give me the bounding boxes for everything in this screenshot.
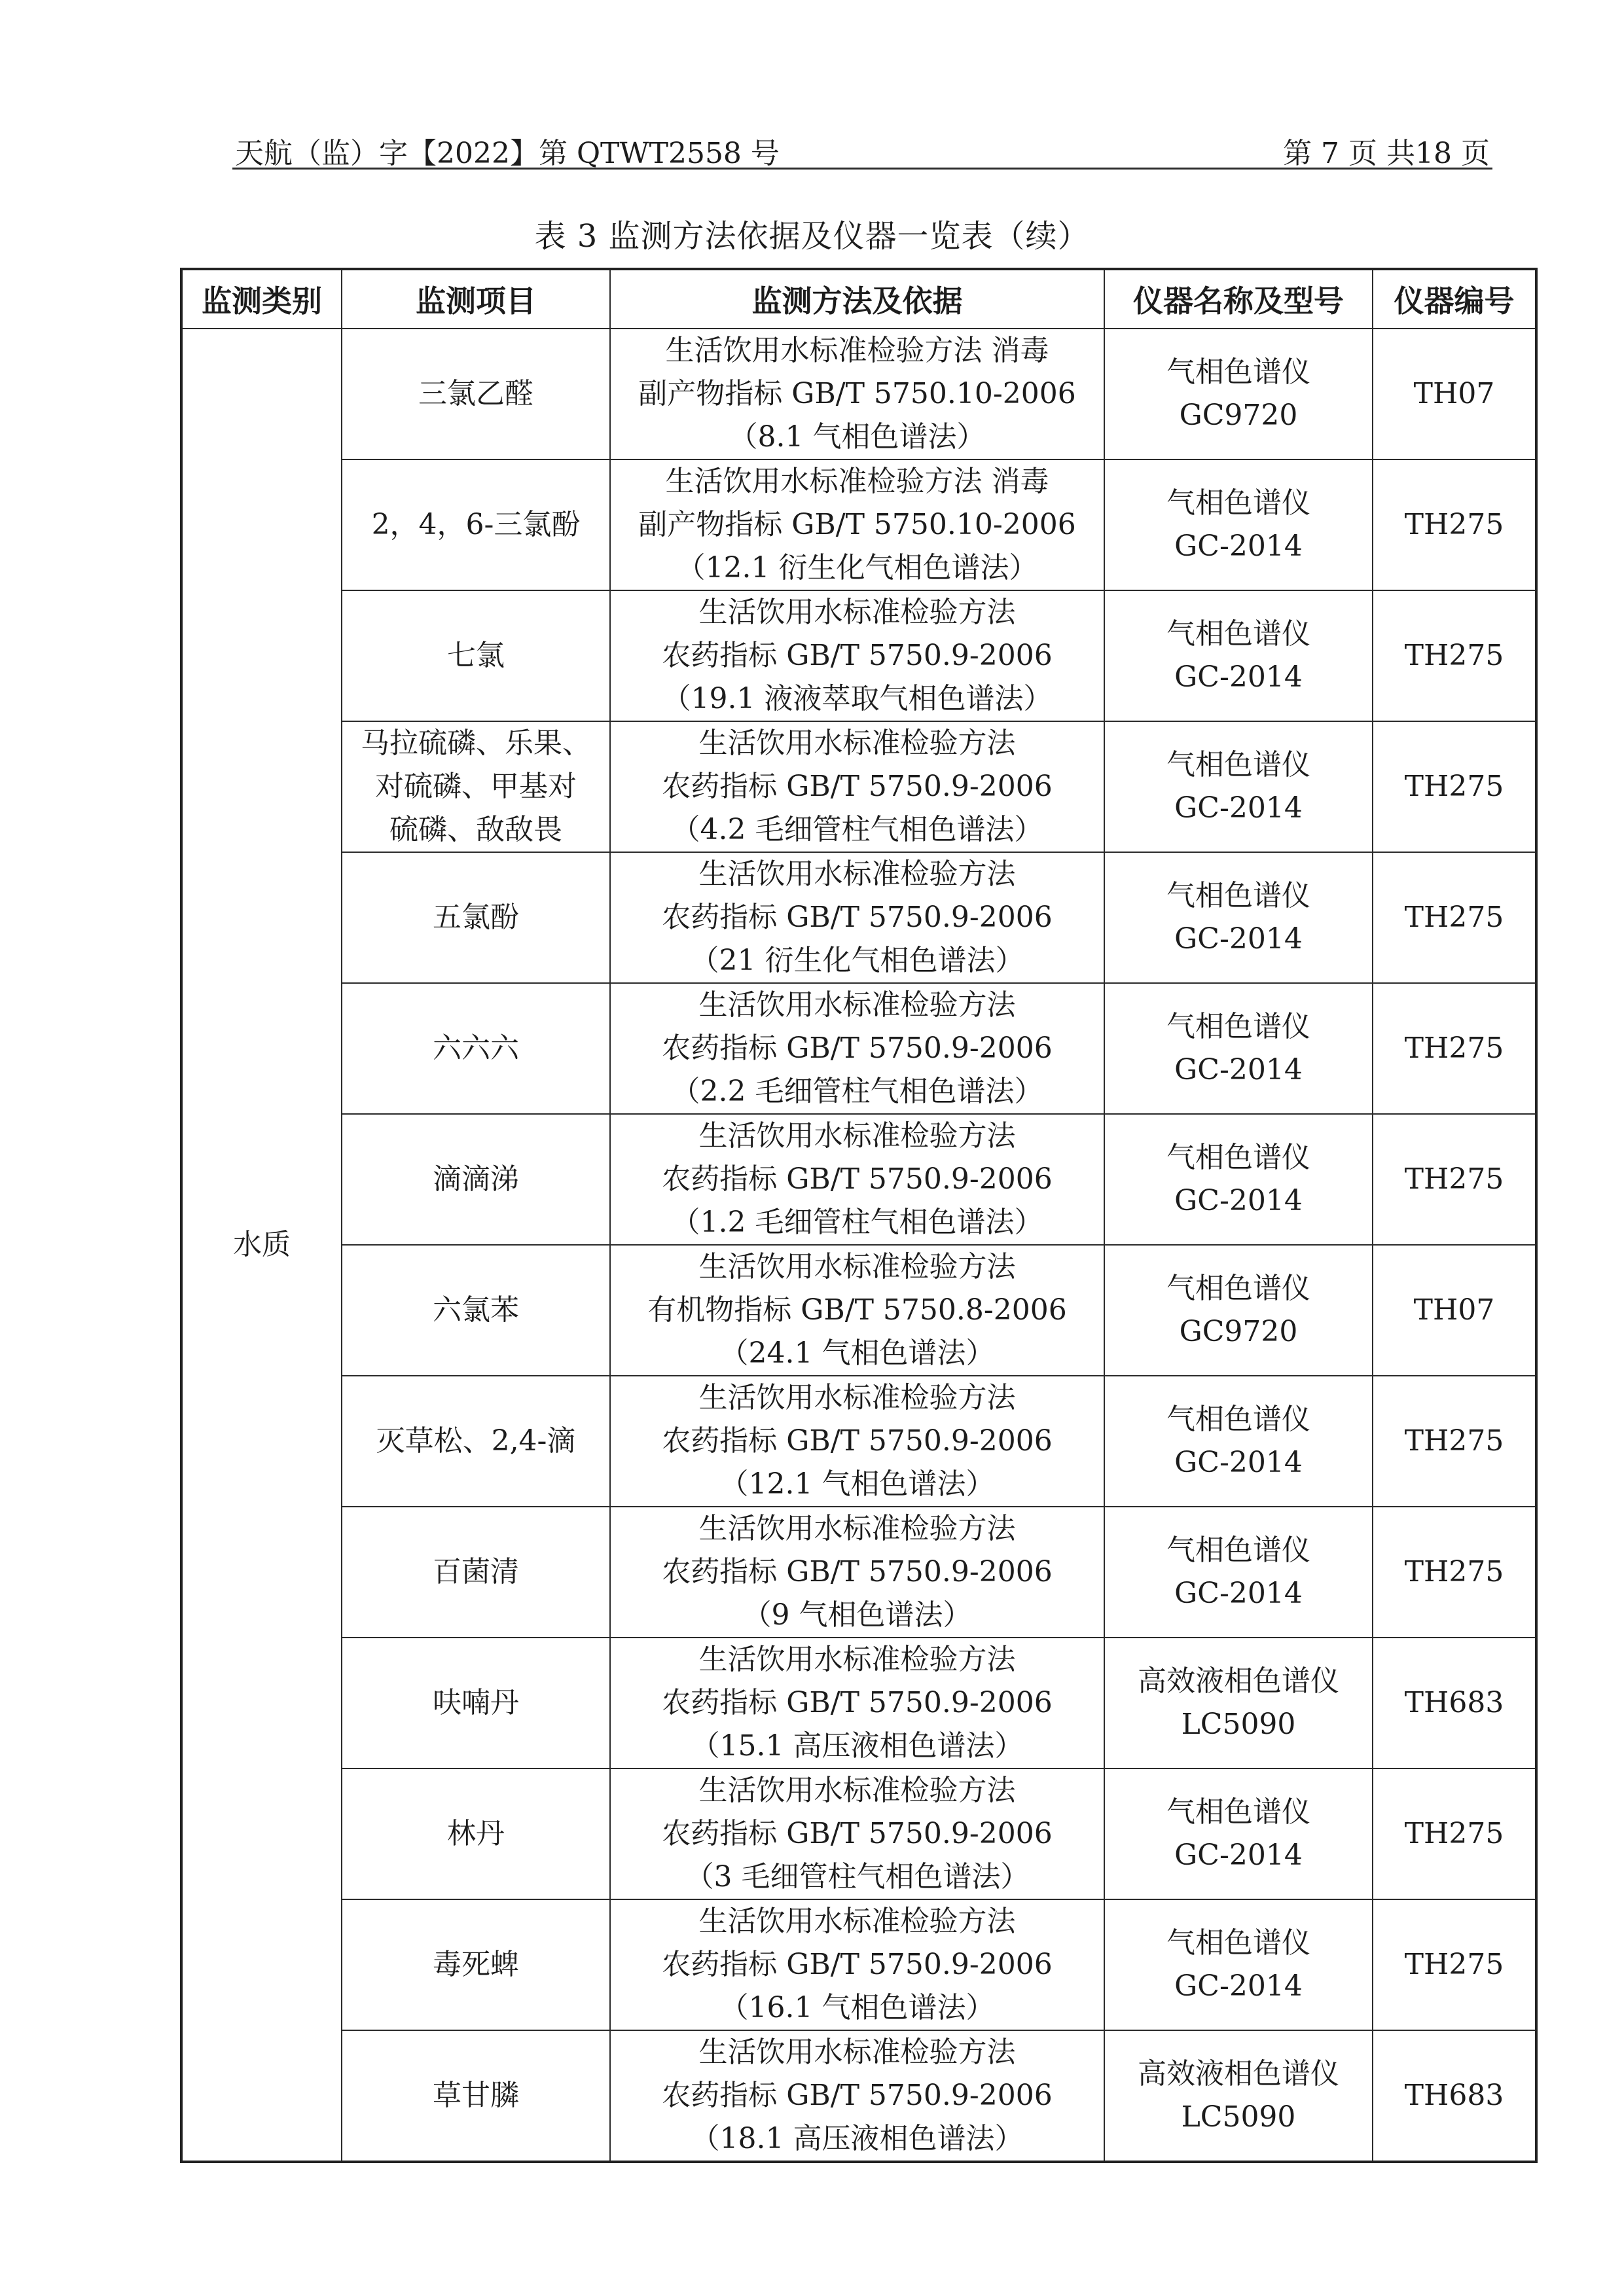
- method-cell: [610, 852, 1104, 983]
- table-row: [181, 1768, 1536, 1899]
- cell-line: GC-2014: [1174, 1577, 1303, 1610]
- cell-line: GC-2014: [1174, 660, 1303, 694]
- cell-line: 气相色谱仪: [1166, 1926, 1310, 1960]
- instrument-cell: [1104, 1245, 1373, 1376]
- table-body: [181, 329, 1536, 2162]
- cell-line: 草甘膦: [433, 2079, 519, 2112]
- item-cell: [342, 721, 610, 852]
- header-divider: [232, 168, 1492, 170]
- cell-line: 生活饮用水标准检验方法: [698, 1905, 1016, 1938]
- instrument-cell: [1104, 1899, 1373, 2030]
- cell-line: 农药指标 GB/T 5750.9-2006: [662, 1555, 1053, 1588]
- table-row: [181, 852, 1536, 983]
- instrument-cell: [1104, 1114, 1373, 1245]
- instrument-code-cell: TH683: [1373, 2030, 1536, 2162]
- category-cell: 水质: [181, 329, 342, 2162]
- cell-line: 林丹: [447, 1817, 505, 1850]
- cell-line: 六氯苯: [433, 1293, 519, 1327]
- column-header-item: 监测项目: [342, 269, 610, 329]
- method-cell: [610, 1376, 1104, 1507]
- method-cell: [610, 590, 1104, 721]
- table-row: [181, 1376, 1536, 1507]
- cell-line: （4.2 毛细管柱气相色谱法）: [671, 813, 1043, 846]
- cell-line: （15.1 高压液相色谱法）: [691, 1729, 1024, 1763]
- instrument-cell: [1104, 329, 1373, 459]
- cell-line: GC-2014: [1174, 922, 1303, 956]
- cell-line: 有机物指标 GB/T 5750.8-2006: [647, 1293, 1067, 1327]
- table-row: [181, 1114, 1536, 1245]
- cell-line: LC5090: [1181, 2100, 1296, 2134]
- table-caption: 表 3 监测方法依据及仪器一览表（续）: [534, 218, 1090, 255]
- method-cell: [610, 721, 1104, 852]
- instrument-code-cell: TH275: [1373, 1507, 1536, 1638]
- cell-line: （18.1 高压液相色谱法）: [691, 2122, 1024, 2155]
- cell-line: 七氯: [447, 639, 505, 672]
- table-row: [181, 1507, 1536, 1638]
- item-cell: [342, 1114, 610, 1245]
- instrument-cell: [1104, 983, 1373, 1114]
- cell-line: 六六六: [433, 1031, 519, 1065]
- cell-line: （3 毛细管柱气相色谱法）: [685, 1860, 1030, 1893]
- cell-line: （21 衍生化气相色谱法）: [690, 944, 1024, 977]
- cell-line: GC-2014: [1174, 791, 1303, 825]
- cell-line: （24.1 气相色谱法）: [719, 1336, 995, 1370]
- table-header-row: [181, 269, 1536, 329]
- cell-line: 生活饮用水标准检验方法 消毒: [665, 465, 1049, 498]
- cell-line: 马拉硫磷、乐果、: [361, 726, 591, 760]
- cell-line: 气相色谱仪: [1166, 748, 1310, 781]
- item-cell: [342, 1245, 610, 1376]
- cell-line: （1.2 毛细管柱气相色谱法）: [671, 1206, 1043, 1239]
- cell-line: （19.1 液液萃取气相色谱法）: [662, 682, 1053, 715]
- table-row: [181, 459, 1536, 590]
- column-header-method: 监测方法及依据: [610, 269, 1104, 329]
- table-row: [181, 1638, 1536, 1768]
- method-cell: [610, 459, 1104, 590]
- cell-line: GC-2014: [1174, 1969, 1303, 2003]
- cell-line: 生活饮用水标准检验方法: [698, 1643, 1016, 1676]
- instrument-code-cell: TH275: [1373, 459, 1536, 590]
- page-number: 第 7 页 共18 页: [1283, 137, 1490, 170]
- page-header: [232, 126, 1492, 169]
- column-header-category: 监测类别: [181, 269, 342, 329]
- cell-line: 农药指标 GB/T 5750.9-2006: [662, 639, 1053, 672]
- cell-line: （12.1 衍生化气相色谱法）: [676, 551, 1038, 584]
- cell-line: 气相色谱仪: [1166, 486, 1310, 520]
- cell-line: 生活饮用水标准检验方法: [698, 1381, 1016, 1414]
- item-cell: [342, 329, 610, 459]
- cell-line: 高效液相色谱仪: [1138, 1664, 1339, 1698]
- cell-line: 硫磷、敌敌畏: [389, 813, 562, 846]
- item-cell: [342, 590, 610, 721]
- method-cell: [610, 1114, 1104, 1245]
- instrument-code-cell: TH275: [1373, 1899, 1536, 2030]
- table-row: [181, 983, 1536, 1114]
- cell-line: （9 气相色谱法）: [742, 1598, 972, 1632]
- instrument-code-cell: TH275: [1373, 721, 1536, 852]
- cell-line: 农药指标 GB/T 5750.9-2006: [662, 1948, 1053, 1981]
- cell-line: GC9720: [1179, 399, 1298, 432]
- method-cell: [610, 2030, 1104, 2162]
- instrument-code-cell: TH275: [1373, 852, 1536, 983]
- cell-line: 生活饮用水标准检验方法: [698, 988, 1016, 1022]
- monitoring-methods-table: [180, 268, 1538, 2163]
- cell-line: 农药指标 GB/T 5750.9-2006: [662, 901, 1053, 934]
- cell-line: 生活饮用水标准检验方法: [698, 726, 1016, 760]
- cell-line: 气相色谱仪: [1166, 1272, 1310, 1305]
- method-cell: [610, 1507, 1104, 1638]
- method-cell: [610, 983, 1104, 1114]
- cell-line: 气相色谱仪: [1166, 355, 1310, 389]
- cell-line: 农药指标 GB/T 5750.9-2006: [662, 1424, 1053, 1458]
- item-cell: [342, 1507, 610, 1638]
- method-cell: [610, 1638, 1104, 1768]
- instrument-code-cell: TH275: [1373, 590, 1536, 721]
- item-cell: [342, 1899, 610, 2030]
- table-row: [181, 721, 1536, 852]
- cell-line: 呋喃丹: [433, 1686, 519, 1719]
- cell-line: 灭草松、2,4-滴: [376, 1424, 576, 1458]
- cell-line: 2，4，6-三氯酚: [371, 508, 581, 541]
- table-row: [181, 329, 1536, 459]
- instrument-code-cell: TH07: [1373, 329, 1536, 459]
- instrument-code-cell: TH275: [1373, 1376, 1536, 1507]
- cell-line: 生活饮用水标准检验方法: [698, 1250, 1016, 1283]
- method-cell: [610, 1245, 1104, 1376]
- cell-line: GC-2014: [1174, 1839, 1303, 1872]
- cell-line: 农药指标 GB/T 5750.9-2006: [662, 1686, 1053, 1719]
- cell-line: 滴滴涕: [433, 1162, 519, 1196]
- item-cell: [342, 2030, 610, 2162]
- cell-line: 气相色谱仪: [1166, 1141, 1310, 1174]
- cell-line: 农药指标 GB/T 5750.9-2006: [662, 1031, 1053, 1065]
- instrument-cell: [1104, 721, 1373, 852]
- cell-line: 生活饮用水标准检验方法 消毒: [665, 334, 1049, 367]
- item-cell: [342, 983, 610, 1114]
- instrument-cell: [1104, 459, 1373, 590]
- method-cell: [610, 1899, 1104, 2030]
- cell-line: 气相色谱仪: [1166, 879, 1310, 912]
- cell-line: 对硫磷、甲基对: [375, 770, 577, 803]
- cell-line: 高效液相色谱仪: [1138, 2057, 1339, 2090]
- cell-line: 百菌清: [433, 1555, 519, 1588]
- cell-line: 生活饮用水标准检验方法: [698, 1512, 1016, 1545]
- cell-line: 副产物指标 GB/T 5750.10-2006: [638, 377, 1076, 410]
- cell-line: （12.1 气相色谱法）: [719, 1467, 995, 1501]
- cell-line: 农药指标 GB/T 5750.9-2006: [662, 1817, 1053, 1850]
- cell-line: LC5090: [1181, 1708, 1296, 1741]
- instrument-code-cell: TH07: [1373, 1245, 1536, 1376]
- instrument-code-cell: TH275: [1373, 1114, 1536, 1245]
- instrument-cell: [1104, 1376, 1373, 1507]
- cell-line: 农药指标 GB/T 5750.9-2006: [662, 770, 1053, 803]
- instrument-cell: [1104, 1768, 1373, 1899]
- method-cell: [610, 1768, 1104, 1899]
- item-cell: [342, 1376, 610, 1507]
- cell-line: 生活饮用水标准检验方法: [698, 1774, 1016, 1807]
- instrument-code-cell: TH275: [1373, 1768, 1536, 1899]
- cell-line: GC9720: [1179, 1315, 1298, 1348]
- instrument-code-cell: TH275: [1373, 983, 1536, 1114]
- cell-line: 气相色谱仪: [1166, 1010, 1310, 1043]
- cell-line: 气相色谱仪: [1166, 1534, 1310, 1567]
- item-cell: [342, 1768, 610, 1899]
- instrument-code-cell: TH683: [1373, 1638, 1536, 1768]
- item-cell: [342, 1638, 610, 1768]
- cell-line: GC-2014: [1174, 1184, 1303, 1217]
- cell-line: 生活饮用水标准检验方法: [698, 2036, 1016, 2069]
- instrument-cell: [1104, 1638, 1373, 1768]
- item-cell: [342, 459, 610, 590]
- column-header-instrument: 仪器名称及型号: [1104, 269, 1373, 329]
- cell-line: 农药指标 GB/T 5750.9-2006: [662, 2079, 1053, 2112]
- table-row: [181, 2030, 1536, 2162]
- cell-line: 三氯乙醛: [418, 377, 533, 410]
- cell-line: 农药指标 GB/T 5750.9-2006: [662, 1162, 1053, 1196]
- instrument-cell: [1104, 2030, 1373, 2162]
- method-cell: [610, 329, 1104, 459]
- cell-line: 气相色谱仪: [1166, 1795, 1310, 1829]
- instrument-cell: [1104, 852, 1373, 983]
- cell-line: GC-2014: [1174, 1446, 1303, 1479]
- cell-line: （8.1 气相色谱法）: [729, 420, 986, 454]
- cell-line: （16.1 气相色谱法）: [719, 1991, 995, 2024]
- cell-line: 副产物指标 GB/T 5750.10-2006: [638, 508, 1076, 541]
- table-row: [181, 1245, 1536, 1376]
- cell-line: GC-2014: [1174, 1053, 1303, 1086]
- cell-line: 生活饮用水标准检验方法: [698, 596, 1016, 629]
- instrument-cell: [1104, 1507, 1373, 1638]
- cell-line: 气相色谱仪: [1166, 1403, 1310, 1436]
- cell-line: 气相色谱仪: [1166, 617, 1310, 651]
- instrument-cell: [1104, 590, 1373, 721]
- cell-line: 毒死蜱: [433, 1948, 519, 1981]
- table-row: [181, 590, 1536, 721]
- cell-line: 生活饮用水标准检验方法: [698, 857, 1016, 891]
- document-reference: 天航（监）字【2022】第 QTWT2558 号: [235, 137, 780, 170]
- cell-line: GC-2014: [1174, 529, 1303, 563]
- cell-line: （2.2 毛细管柱气相色谱法）: [671, 1075, 1043, 1108]
- item-cell: [342, 852, 610, 983]
- table-row: [181, 1899, 1536, 2030]
- cell-line: 五氯酚: [433, 901, 519, 934]
- column-header-code: 仪器编号: [1373, 269, 1536, 329]
- cell-line: 生活饮用水标准检验方法: [698, 1119, 1016, 1153]
